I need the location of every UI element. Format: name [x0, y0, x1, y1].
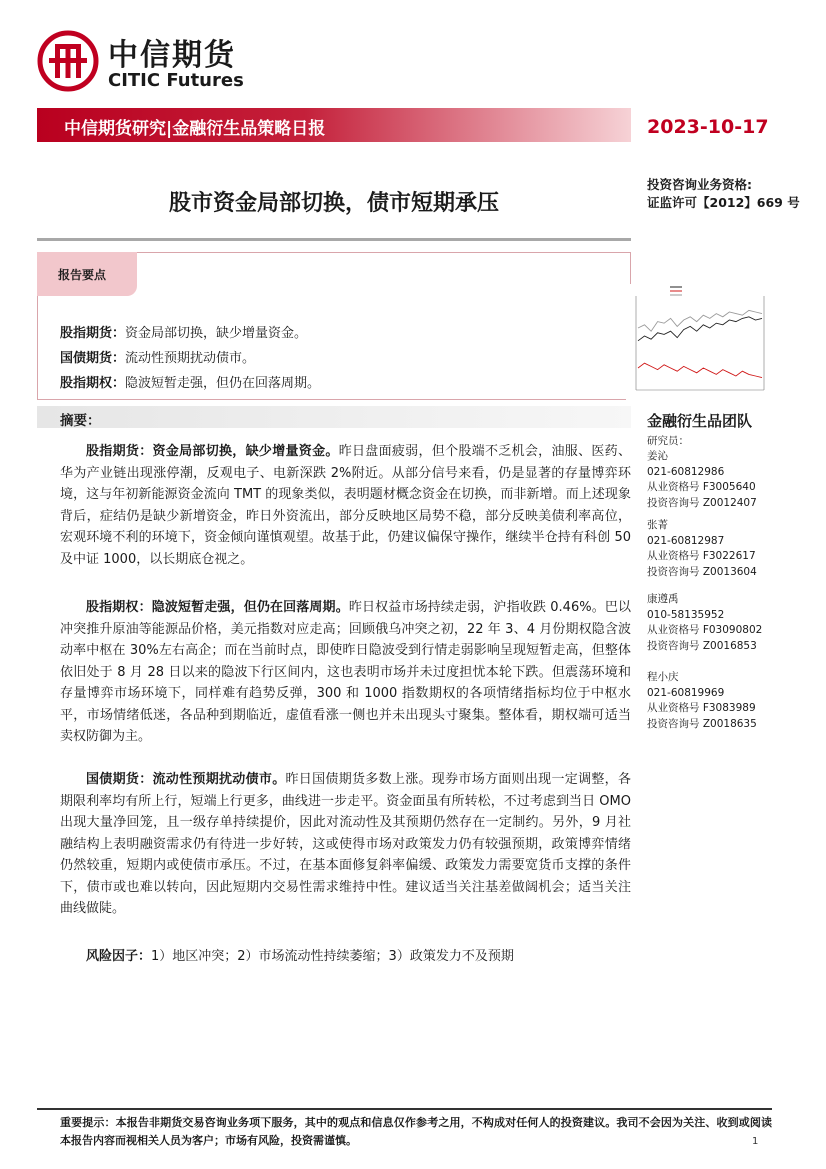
summary-item-text: 流动性预期扰动债市。: [125, 351, 256, 366]
researcher-name: 张菁: [647, 519, 668, 531]
paragraph-text: 昨日权益市场持续走弱，沪指收跌 0.46%。巴以冲突推升原油等能源品价格，美元指数对应走高；回顾俄乌冲突之初，22 年 3、4 月份期权隐含波动率中枢在 30%左右高企；而在当前时点，即使昨日隐波受到行情走弱影响呈现短暂走高，但整体依旧处于 8 月 28 日以来的隐波下行区间内，这也表明市场并未过度担忧本轮下跌。但震荡环境和存量博弈市场环境下，同样难有趋势反弹，300 和 1000 指数期权的各项情绪指标均位于中枢水平，市场情绪低迷，各品种到期临近，虚值看涨一侧也并未出现头寸聚集。整体看，期权端可适当卖权防御为主。: [60, 600, 631, 744]
brand-name-cn: 中信期货: [108, 38, 236, 73]
researcher-phone: 010-58135952: [647, 608, 725, 621]
title-divider: [37, 238, 631, 241]
researcher-cert: 从业资格号 F3083989: [647, 702, 756, 714]
thumbnail-line-chart: [626, 284, 772, 400]
qualification-line-1: 投资咨询业务资格:: [647, 177, 752, 192]
researcher-cert: 从业资格号 F03090802: [647, 624, 763, 636]
summary-item: [60, 347, 255, 366]
paragraph-treasury-futures: [60, 769, 631, 920]
summary-item-label: 股指期权：: [60, 376, 126, 391]
researcher-phone: 021-60819969: [647, 686, 725, 699]
summary-item: [60, 372, 320, 391]
summary-item-text: 隐波短暂走强，但仍在回落周期。: [125, 376, 321, 391]
researchers-label: 研究员：: [647, 435, 689, 447]
abstract-header-bar: [37, 406, 631, 428]
summary-item-text: 资金局部切换，缺少增量资金。: [125, 326, 308, 341]
qualification-line-2: 证监许可【2012】669 号: [647, 195, 800, 210]
researcher-card: [647, 518, 757, 580]
summary-item-label: 国债期货：: [60, 351, 126, 366]
researcher-consult: 投资咨询号 Z0018635: [647, 717, 757, 730]
paragraph-stock-index-options: [60, 597, 631, 748]
researcher-phone: 021-60812987: [647, 534, 725, 547]
researcher-phone: 021-60812986: [647, 465, 725, 478]
paragraph-lead: 国债期货：流动性预期扰动债市。: [86, 772, 286, 787]
paragraph-text: 1）地区冲突；2）市场流动性持续萎缩；3）政策发力不及预期: [151, 949, 514, 964]
researcher-name: 姜沁: [647, 450, 668, 462]
report-date: 2023-10-17: [647, 116, 769, 138]
researcher-card: [647, 670, 757, 732]
citic-logo-icon: [37, 30, 99, 92]
paragraph-stock-index-futures: [60, 441, 631, 570]
summary-item: [60, 322, 307, 341]
researcher-consult: 投资咨询号 Z0012407: [647, 496, 757, 509]
researcher-card: [647, 449, 757, 511]
summary-item-label: 股指期货：: [60, 326, 126, 341]
paragraph-lead: 风险因子：: [86, 949, 152, 964]
paragraph-lead: 股指期权：隐波短暂走强，但仍在回落周期。: [86, 600, 349, 615]
researcher-consult: 投资咨询号 Z0016853: [647, 639, 757, 652]
researcher-cert: 从业资格号 F3022617: [647, 550, 756, 562]
brand-name-en: CITIC Futures: [108, 70, 244, 91]
researcher-name: 程小庆: [647, 671, 679, 683]
footer-divider: [37, 1108, 772, 1110]
paragraph-risk-factors: [60, 946, 631, 968]
disclaimer-notice: 重要提示：本报告非期货交易咨询业务项下服务，其中的观点和信息仅作参考之用，不构成对任何人的投资建议。我司不会因为关注、收到或阅读本报告内容而视相关人员为客户；市场有风险，投资需谨慎。: [60, 1116, 772, 1147]
researcher-consult: 投资咨询号 Z0013604: [647, 565, 757, 578]
paragraph-text: 昨日国债期货多数上涨。现券市场方面则出现一定调整，各期限利率均有所上行，短端上行更多，曲线进一步走平。资金面虽有所转松，不过考虑到当日 OMO 出现大量净回笼，且一级存单持续提价，因此对流动性及其预期仍然存在一定制约。另外，9 月社融结构上表明融资需求仍有待进一步好转，这或使得市场对政策发力仍有较强预期，政策博弈情绪仍然较重，短期内或使债市承压。不过，在基本面修复斜率偏缓、政策发力需要宽货币支撑的条件下，债市或也难以转向，因此短期内交易性需求维持中性。建议适当关注基差做阔机会；适当关注曲线做陡。: [60, 772, 631, 916]
paragraph-lead: 股指期货：资金局部切换，缺少增量资金。: [86, 444, 339, 459]
team-name: 金融衍生品团队: [647, 412, 753, 430]
banner-title: 中信期货研究|金融衍生品策略日报: [64, 119, 326, 139]
researcher-cert: 从业资格号 F3005640: [647, 481, 756, 493]
summary-tab-label: 报告要点: [58, 268, 107, 282]
paragraph-text: 昨日盘面疲弱，但个股端不乏机会，油服、医药、华为产业链出现涨停潮，反观电子、电新深跌 2%附近。从部分信号来看，仍是显著的存量博弈环境，这与年初新能源资金流向 TMT 的现象类似，表明题材概念资金在切换，而非新增。而上述现象背后，症结仍是缺少新增资金，昨日外资流出，部分反映地区局势不稳，部分反映美债利率高位，宏观环境不利的环境下，资金倾向谨慎观望。故基于此，仍建议偏保守操作，继续半仓持有科创 50 及中证 1000，以长期底仓视之。: [60, 444, 631, 567]
page-title: 股市资金局部切换，债市短期承压: [168, 191, 499, 216]
researcher-name: 康遵禹: [647, 593, 679, 605]
researcher-card: [647, 592, 762, 654]
page-number: 1: [752, 1136, 759, 1147]
abstract-label: 摘要：: [60, 413, 101, 429]
